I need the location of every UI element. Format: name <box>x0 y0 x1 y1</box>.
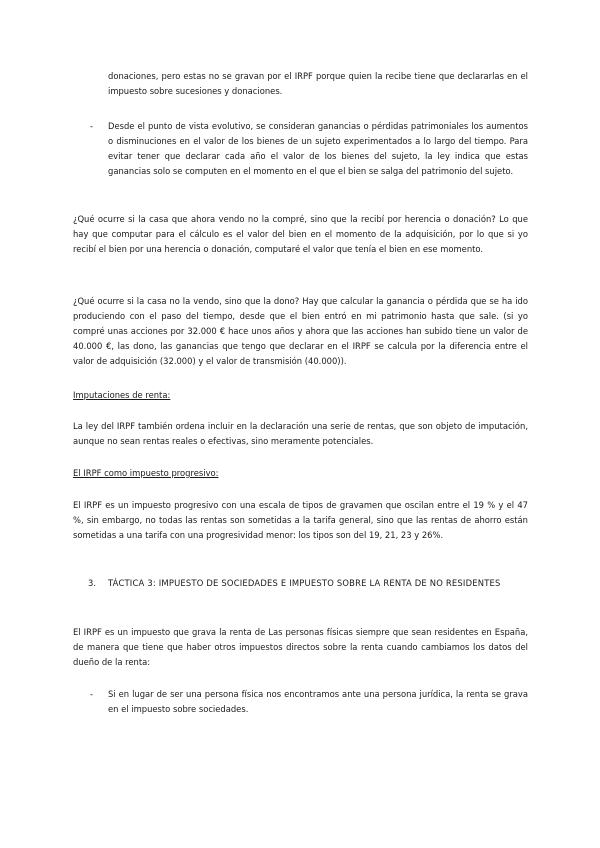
paragraph-herencia: ¿Qué ocurre si la casa que ahora vendo no la compré, sino que la recibí por herencia o donación? Lo que hay que computar para el cálculo es el valor del bien en el momento de la adquisición, por lo que si yo recibí el bien por una herencia o donación, computaré el valor que tenía el bien en ese momento. <box>73 214 528 254</box>
bullet-evolutivo: Desde el punto de vista evolutivo, se consideran ganancias o pérdidas patrimoniales los aumentos o disminuciones en el valor de los bienes de un sujeto experimentados a lo largo del tiempo. Para evitar tener que declarar cada año el valor de los bienes del sujeto, la ley indica que estas ganancias solo se computen en el momento en el que el bien se salga del patrimonio del sujeto. <box>108 121 528 176</box>
bullet-juridica: Si en lugar de ser una persona física nos encontramos ante una persona jurídica, la renta se grava en el impuesto sobre sociedades. <box>108 689 528 714</box>
bullet-dash: - <box>90 689 94 699</box>
paragraph-irpf-residentes: El IRPF es un impuesto que grava la renta de Las personas físicas siempre que sean residentes en España, de manera que tiene que haber otros impuestos directos sobre la renta cuando cambiamos los datos del dueño de la renta: <box>73 627 528 667</box>
bullet-dash: - <box>90 121 94 131</box>
paragraph-dono: ¿Qué ocurre si la casa no la vendo, sino que la dono? Hay que calcular la ganancia o pérdida que se ha ido produciendo con el paso del tiempo, desde que el bien entró en mi patrimonio hasta que sale. (si yo compré unas acciones por 32.000 € hace unos años y ahora que las acciones han subido tiene un valor de 40.000 €, las dono, las ganancias que tengo que declarar en el IRPF se calcula por la diferencia entre el valor de adquisición (32.000) y el valor de transmisión (40.000)). <box>73 296 528 366</box>
paragraph-progresivo: El IRPF es un impuesto progresivo con una escala de tipos de gravamen que oscilan entre el 19 % y el 47 %, sin embargo, no todas las rentas son sometidas a la tarifa general, sino que las rentas de ahorro están sometidas a una tarifa con una progresividad menor: los tipos son del 19, 21, 23 y 26%. <box>73 500 528 540</box>
heading-imputaciones: Imputaciones de renta: <box>73 390 171 400</box>
heading-progresivo: El IRPF como impuesto progresivo: <box>73 468 219 478</box>
section-number: 3. <box>88 578 96 588</box>
section-title: TÁCTICA 3: IMPUESTO DE SOCIEDADES E IMPUESTO SOBRE LA RENTA DE NO RESIDENTES <box>108 578 501 588</box>
paragraph-donaciones-continuation: donaciones, pero estas no se gravan por el IRPF porque quien la recibe tiene que declararlas en el impuesto sobre sucesiones y donaciones. <box>108 71 528 96</box>
paragraph-imputaciones: La ley del IRPF también ordena incluir en la declaración una serie de rentas, que son objeto de imputación, aunque no sean rentas reales o efectivas, sino meramente potenciales. <box>73 421 528 446</box>
